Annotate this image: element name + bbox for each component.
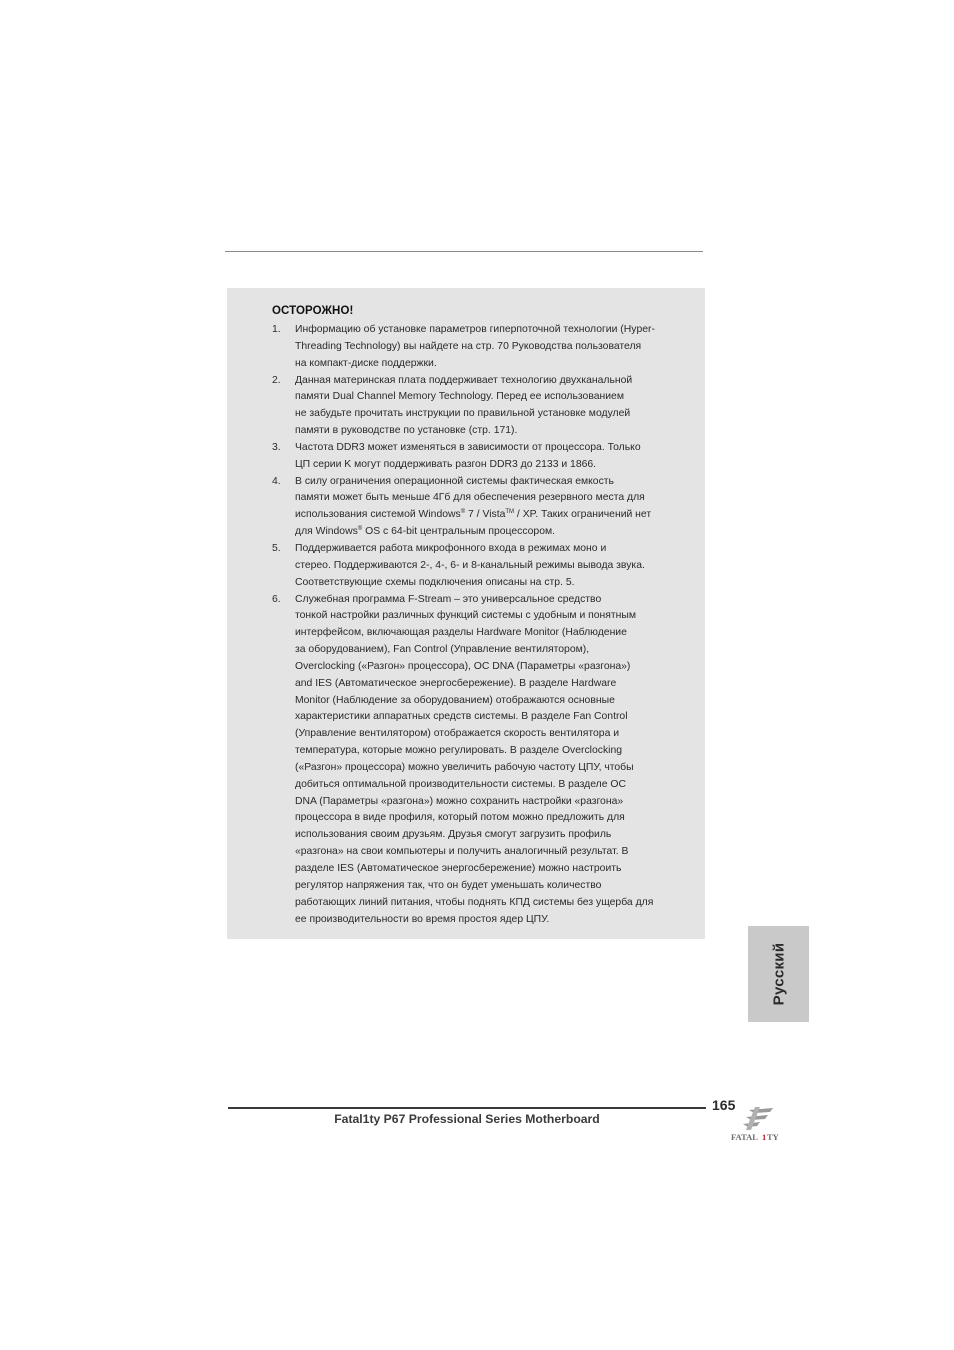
item-text-line: Overclocking («Разгон» процессора), OC DNA (Параметры «разгона») bbox=[295, 660, 631, 672]
item-text-line: использования своим друзьям. Друзья смогут загрузить профиль bbox=[295, 829, 612, 841]
language-tab-label: Русский bbox=[770, 942, 787, 1006]
item-text-line: температура, которые можно регулировать. В разделе Overclocking bbox=[295, 745, 623, 757]
item-number: 2. bbox=[272, 374, 281, 386]
list-item bbox=[272, 541, 692, 592]
list-item bbox=[272, 474, 692, 541]
item-number: 3. bbox=[272, 441, 281, 453]
caution-box bbox=[227, 288, 705, 939]
item-text-line: Поддерживается работа микрофонного входа в режимах моно и bbox=[295, 542, 607, 554]
top-divider bbox=[225, 251, 703, 252]
item-text-line: ее производительности во время простоя ядер ЦПУ. bbox=[295, 913, 550, 925]
item-text-line bbox=[295, 524, 692, 541]
item-text-line: Threading Technology) вы найдете на стр. 70 Руководства пользователя bbox=[295, 340, 642, 352]
svg-text:1: 1 bbox=[762, 1132, 767, 1142]
item-text-line: стерео. Поддерживаются 2-, 4-, 6- и 8-канальный режимы вывода звука. bbox=[295, 559, 645, 571]
item-number: 4. bbox=[272, 475, 281, 487]
item-text-line: разделе IES (Автоматическое энергосбережение) можно настроить bbox=[295, 863, 622, 874]
item-text-line: Данная материнская плата поддерживает технологию двухканальной bbox=[295, 374, 633, 386]
item-text-line: памяти может быть меньше 4Гб для обеспечения резервного места для bbox=[295, 492, 645, 504]
registered-mark: ® bbox=[460, 509, 466, 516]
item-number: 5. bbox=[272, 542, 281, 554]
item-text-line: Monitor (Наблюдение за оборудованием) отображаются основные bbox=[295, 694, 615, 706]
page-number: 165 bbox=[712, 1097, 736, 1113]
logo-wordmark bbox=[731, 1132, 779, 1142]
text-fragment: OS с 64-bit центральным процессором. bbox=[362, 526, 556, 538]
caution-title: ОСТОРОЖНО! bbox=[272, 305, 354, 317]
text-fragment: 7 / Vista bbox=[465, 509, 506, 521]
item-text-line: за оборудованием), Fan Control (Управление вентилятором), bbox=[295, 644, 590, 656]
item-text-line: «разгона» на свои компьютеры и получить аналогичный результат. В bbox=[295, 846, 629, 858]
item-text-line: памяти в руководстве по установке (стр. 171). bbox=[295, 425, 518, 437]
item-text-line: на компакт-диске поддержки. bbox=[295, 357, 437, 369]
list-item bbox=[272, 440, 692, 474]
item-text-line: интерфейсом, включающая разделы Hardware Monitor (Наблюдение bbox=[295, 627, 627, 639]
item-text-line: Частота DDR3 может изменяться в зависимости от процессора. Только bbox=[295, 441, 641, 453]
footer-title: Fatal1ty P67 Professional Series Motherboard bbox=[334, 1112, 600, 1126]
svg-text:TY: TY bbox=[767, 1132, 779, 1142]
item-text-line: тонкой настройки различных функций системы с удобным и понятным bbox=[295, 610, 637, 622]
footer-divider bbox=[228, 1107, 706, 1109]
item-text-line: памяти Dual Channel Memory Technology. Перед ее использованием bbox=[295, 391, 624, 403]
fatal1ty-logo bbox=[727, 1104, 789, 1144]
item-number: 6. bbox=[272, 593, 281, 605]
item-text-line: работающих линий питания, чтобы поднять КПД системы без ущерба для bbox=[295, 896, 654, 908]
item-text-line: процессора в виде профиля, который потом можно предложить для bbox=[295, 812, 625, 824]
item-text-line: В силу ограничения операционной системы фактическая емкость bbox=[295, 475, 614, 487]
list-item bbox=[272, 592, 692, 929]
item-text-line: («Разгон» процессора) можно увеличить рабочую частоту ЦПУ, чтобы bbox=[295, 761, 634, 773]
item-text-line: Служебная программа F-Stream – это универсальное средство bbox=[295, 593, 602, 605]
svg-text:FATAL: FATAL bbox=[731, 1132, 758, 1142]
item-text-line: Соответствующие схемы подключения описаны на стр. 5. bbox=[295, 576, 575, 588]
language-tab bbox=[748, 926, 809, 1022]
caution-list bbox=[272, 322, 692, 928]
text-fragment: / XP. Таких ограничений нет bbox=[514, 509, 652, 521]
registered-mark: ® bbox=[357, 526, 363, 533]
item-text-line: добиться оптимальной производительности системы. В разделе OC bbox=[295, 778, 626, 790]
trademark-mark: TM bbox=[505, 509, 515, 516]
item-text-line: регулятор напряжения так, что он будет уменьшать количество bbox=[295, 879, 602, 891]
item-text-line: (Управление вентилятором) отображается скорость вентилятора и bbox=[295, 728, 620, 740]
item-text-line: не забудьте прочитать инструкции по правильной установке модулей bbox=[295, 408, 631, 420]
list-item bbox=[272, 373, 692, 440]
logo-emblem-icon bbox=[743, 1107, 773, 1130]
item-text-line: ЦП серии K могут поддерживать разгон DDR3 до 2133 и 1866. bbox=[295, 458, 597, 470]
list-item bbox=[272, 322, 692, 373]
text-fragment: для Windows bbox=[295, 526, 358, 538]
item-text-line bbox=[295, 507, 692, 524]
item-number: 1. bbox=[272, 324, 281, 335]
item-text-line: DNA (Параметры «разгона») можно сохранить настройки «разгона» bbox=[295, 795, 624, 807]
item-text-line: характеристики аппаратных средств системы. В разделе Fan Control bbox=[295, 711, 628, 723]
item-text-line: Информацию об установке параметров гиперпоточной технологии (Hyper- bbox=[295, 324, 655, 335]
item-text-line: and IES (Автоматическое энергосбережение). В разделе Hardware bbox=[295, 677, 617, 689]
text-fragment: использования системой Windows bbox=[295, 509, 461, 521]
